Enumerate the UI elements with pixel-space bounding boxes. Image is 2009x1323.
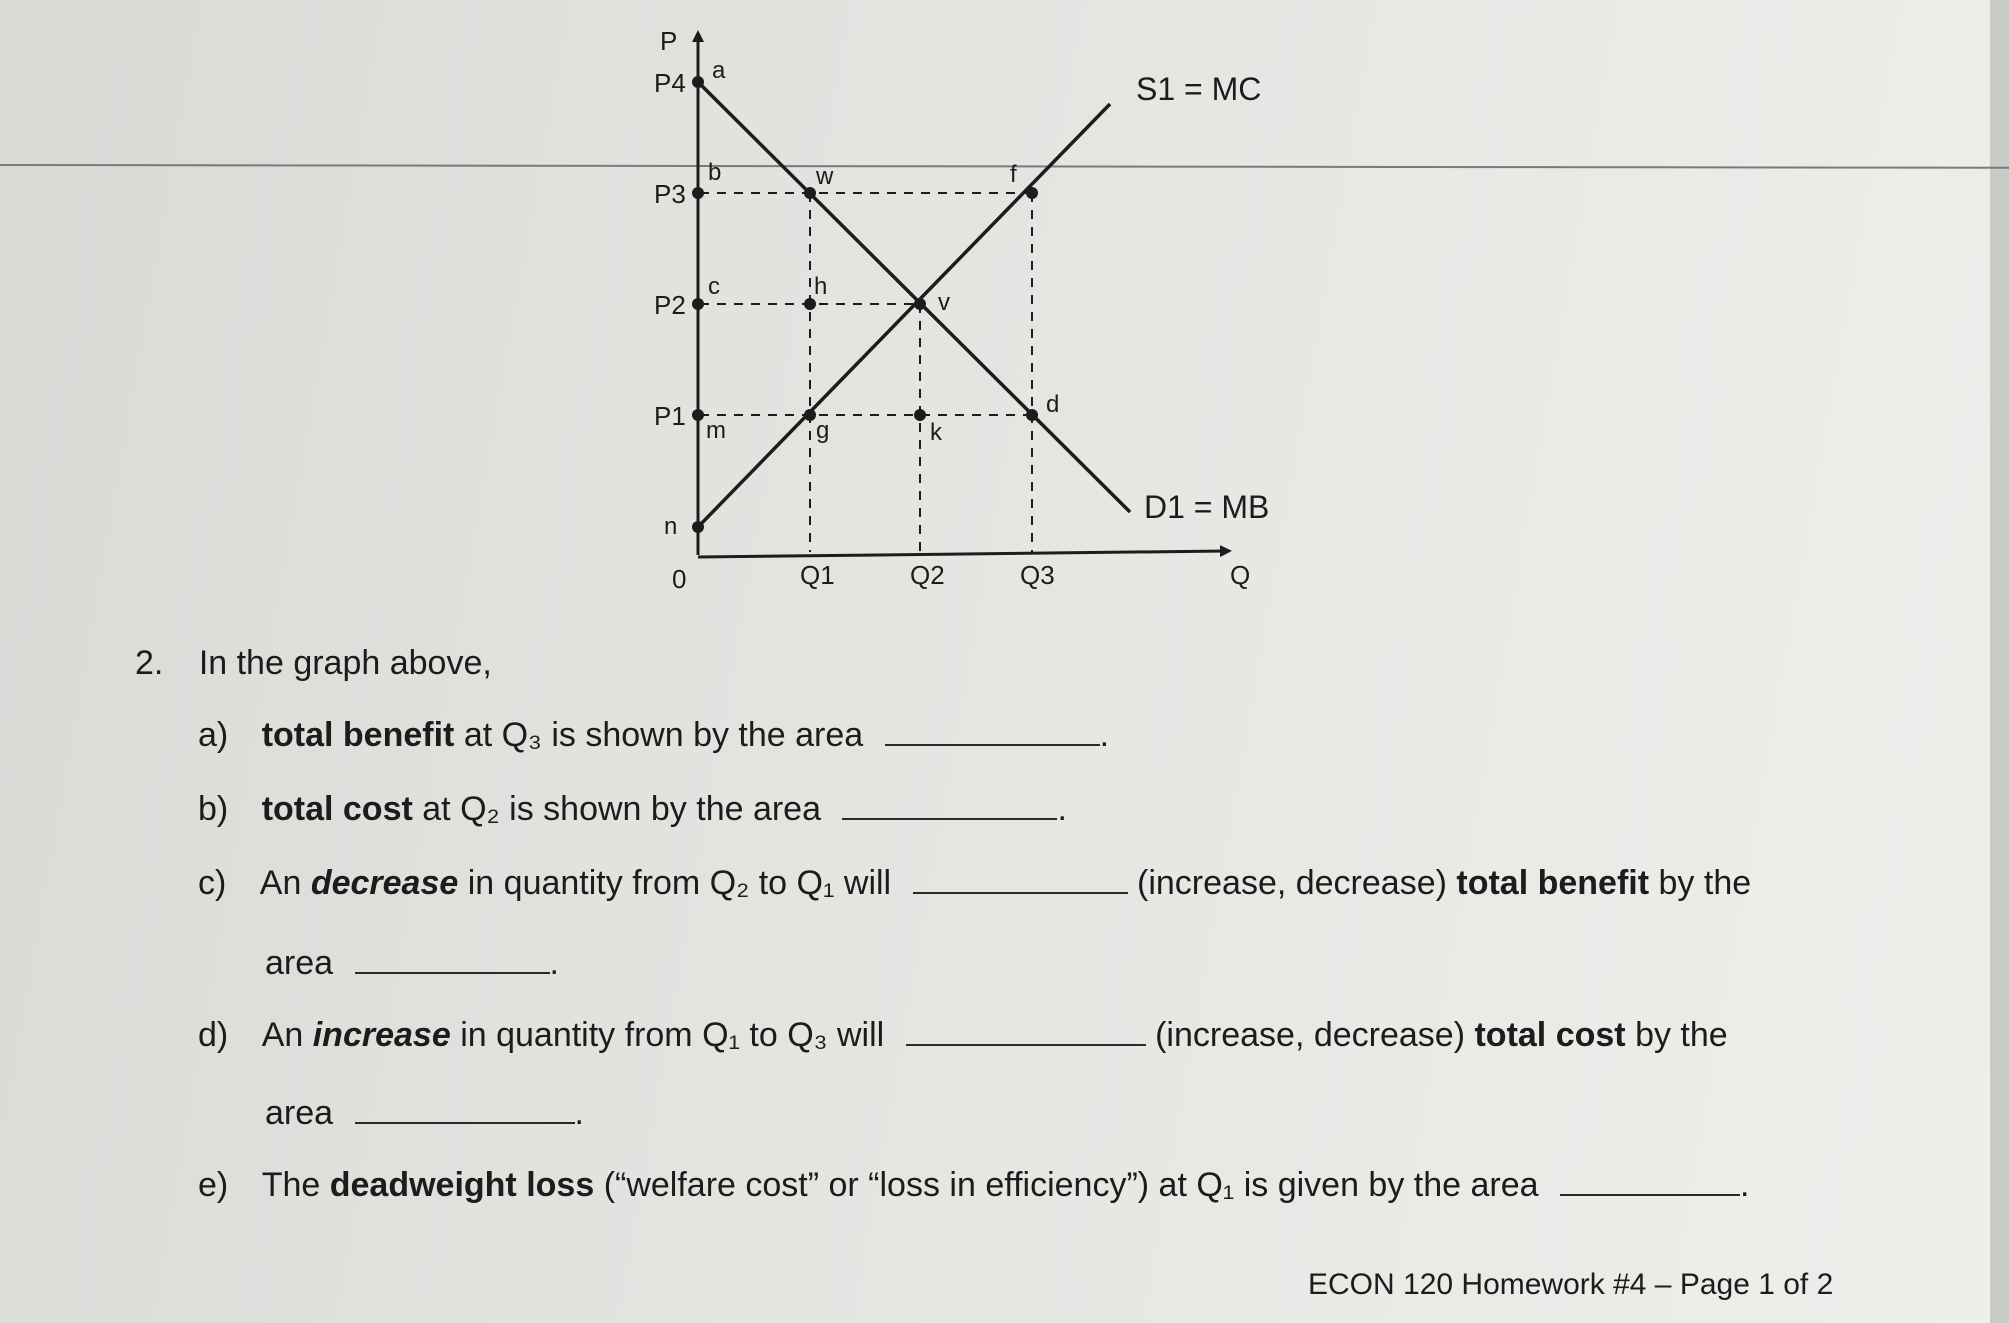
point-label-m: m <box>706 417 726 444</box>
question-e <box>198 1166 1749 1202</box>
point-label-v: v <box>938 289 950 316</box>
question-a-bold: total benefit <box>261 716 455 754</box>
question-c-bold: total benefit <box>1456 864 1650 902</box>
question-d-letter: d) <box>198 1016 229 1054</box>
origin-label: 0 <box>672 564 687 594</box>
graph-points <box>692 76 1038 533</box>
point-label-k: k <box>930 419 942 446</box>
question-e-end: . <box>1740 1166 1750 1204</box>
question-e-letter: e) <box>198 1166 229 1204</box>
quantity-label-q2: Q2 <box>910 560 945 590</box>
quantity-labels <box>800 560 1055 590</box>
answer-blank-a[interactable] <box>885 716 1100 746</box>
point-labels <box>664 57 1059 540</box>
point-label-f: f <box>1010 161 1017 188</box>
question-c-pre: An <box>259 864 302 902</box>
question-d-pre: An <box>261 1016 304 1054</box>
question-c-area: area <box>265 944 334 982</box>
question-c-emph: decrease <box>310 864 459 902</box>
question-b-letter: b) <box>198 790 229 828</box>
question-c-area-line <box>265 944 559 980</box>
question-number: 2. <box>135 644 164 682</box>
question-a-text: at Q₃ is shown by the area <box>463 716 864 754</box>
quantity-label-q3: Q3 <box>1020 560 1055 590</box>
price-label-p2: P2 <box>654 290 686 320</box>
question-d-end: . <box>574 1094 584 1132</box>
supply-curve-label: S1 = MC <box>1136 71 1262 107</box>
point-label-w: w <box>816 163 834 190</box>
question-c-text: in quantity from Q₂ to Q₁ will <box>467 864 892 902</box>
question-d-emph: increase <box>312 1016 451 1054</box>
point-label-d: d <box>1046 391 1060 418</box>
question-b-end: . <box>1057 790 1067 828</box>
price-label-p1: P1 <box>654 401 686 431</box>
quantity-label-q1: Q1 <box>800 560 835 590</box>
question-d <box>198 1016 1728 1052</box>
question-a <box>198 716 1109 752</box>
question-a-end: . <box>1099 716 1110 754</box>
point-label-a: a <box>712 57 726 84</box>
demand-curve-label: D1 = MB <box>1144 489 1270 525</box>
price-labels <box>654 68 686 431</box>
question-b-text: at Q₂ is shown by the area <box>422 790 822 828</box>
answer-blank-d1[interactable] <box>906 1016 1146 1046</box>
question-d-text: in quantity from Q₁ to Q₃ will <box>460 1016 885 1054</box>
question-a-letter: a) <box>198 716 229 754</box>
supply-curve <box>698 104 1110 527</box>
answer-blank-b[interactable] <box>842 790 1057 820</box>
question-d-paren: (increase, decrease) <box>1155 1016 1466 1054</box>
point-label-b: b <box>708 159 722 186</box>
point-label-c: c <box>708 273 720 300</box>
point-label-n: n <box>664 513 678 540</box>
question-e-bold: deadweight loss <box>329 1166 595 1204</box>
question-d-post: by the <box>1635 1016 1728 1054</box>
question-c-end: . <box>549 944 559 982</box>
question-intro: In the graph above, <box>198 644 492 682</box>
x-axis-label: Q <box>1230 560 1251 590</box>
question-d-bold: total cost <box>1474 1016 1626 1054</box>
question-heading <box>135 646 492 680</box>
question-e-text: (“welfare cost” or “loss in efficiency”) at Q₁ is given by the area <box>603 1166 1539 1204</box>
point-label-h: h <box>814 273 828 300</box>
answer-blank-e[interactable] <box>1560 1166 1740 1196</box>
question-c-post: by the <box>1658 864 1752 902</box>
question-c-letter: c) <box>198 864 227 902</box>
question-c-paren: (increase, decrease) <box>1137 864 1447 902</box>
x-axis <box>698 551 1226 557</box>
supply-demand-graph <box>0 0 2009 640</box>
question-c <box>198 864 1751 900</box>
point-label-g: g <box>816 417 830 444</box>
page-footer: ECON 120 Homework #4 – Page 1 of 2 <box>1308 1268 1834 1301</box>
price-label-p3: P3 <box>654 179 686 209</box>
question-e-pre: The <box>261 1166 321 1204</box>
y-axis-label: P <box>660 26 678 56</box>
answer-blank-c1[interactable] <box>913 864 1128 894</box>
question-b-bold: total cost <box>261 790 413 828</box>
answer-blank-d2[interactable] <box>355 1094 575 1124</box>
question-b <box>198 790 1067 826</box>
demand-curve <box>698 82 1130 512</box>
price-label-p4: P4 <box>654 68 686 98</box>
question-d-area-line <box>265 1094 584 1130</box>
question-d-area: area <box>265 1094 334 1132</box>
answer-blank-c2[interactable] <box>355 944 550 974</box>
